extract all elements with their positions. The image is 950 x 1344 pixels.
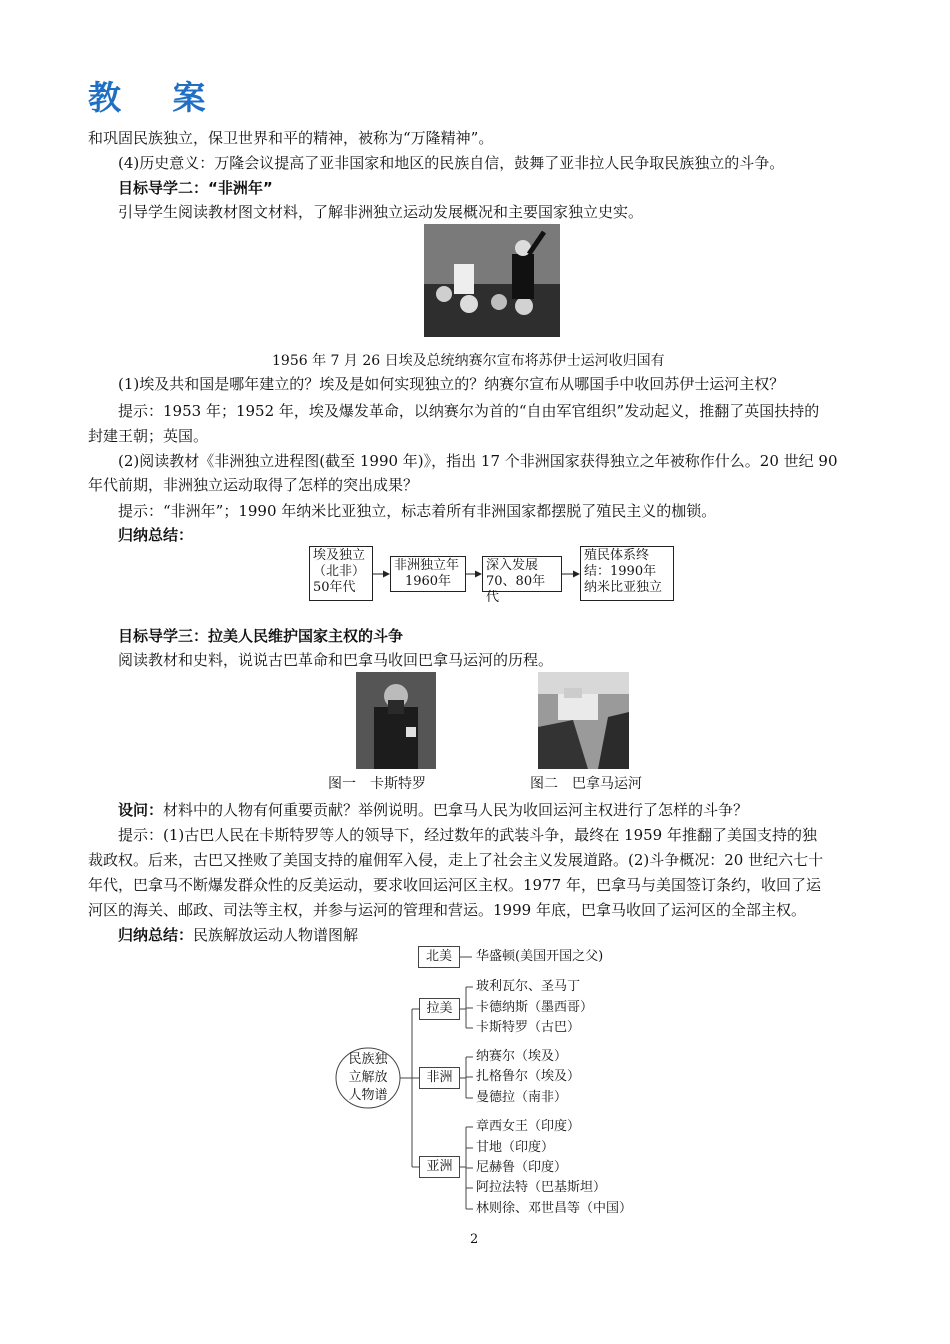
- text-line: 年代前期，非洲独立运动取得了怎样的突出成果？: [88, 476, 419, 494]
- page-header-title: 教 案: [88, 78, 226, 117]
- tree-item: 卡德纳斯（墨西哥）: [476, 1000, 594, 1015]
- photo-caption-castro: 图一 卡斯特罗: [328, 776, 426, 792]
- tree-root: 民族独 立解放 人物谱: [348, 1052, 388, 1103]
- photo-caption-canal: 图二 巴拿马运河: [530, 776, 642, 792]
- tree-item: 卡斯特罗（古巴）: [476, 1020, 581, 1035]
- text-line: 封建王朝；英国。: [88, 427, 209, 445]
- text-line: (1)埃及共和国是哪年建立的？埃及是如何实现独立的？纳赛尔宣布从哪国手中收回苏伊士运河主权？: [118, 375, 785, 393]
- tree-item: 曼德拉（南非）: [476, 1090, 568, 1105]
- page-number: 2: [470, 1232, 479, 1247]
- text-line: 和巩固民族独立，保卫世界和平的精神，被称为“万隆精神”。: [88, 129, 494, 147]
- section-heading: 目标导学二：“非洲年”: [118, 179, 273, 197]
- tree-item: 扎格鲁尔（埃及）: [476, 1069, 581, 1084]
- text-line: 年代，巴拿马不断爆发群众性的反美运动，要求收回运河区主权。1977 年，巴拿马与美国签订条约，收回了运: [88, 876, 821, 894]
- tree-node-asia: 亚洲: [419, 1156, 460, 1178]
- tree-item: 甘地（印度）: [476, 1140, 555, 1155]
- text-line: 归纳总结：民族解放运动人物谱图解: [118, 926, 359, 944]
- text-line: 裁政权。后来，古巴又挫败了美国支持的雇佣军入侵，走上了社会主义发展道路。(2)斗争概况：20 世纪六七十: [88, 851, 824, 869]
- text-line: 引导学生阅读教材图文材料，了解非洲独立运动发展概况和主要国家独立史实。: [118, 203, 644, 221]
- text-line: 设问：材料中的人物有何重要贡献？举例说明。巴拿马人民为收回运河主权进行了怎样的斗争？: [118, 801, 749, 819]
- text-line: 河区的海关、邮政、司法等主权，并参与运河的管理和营运。1999 年底，巴拿马收回了运河区的全部主权。: [88, 901, 806, 919]
- text-line: 阅读教材和史料，说说古巴革命和巴拿马收回巴拿马运河的历程。: [118, 651, 554, 669]
- tree-item: 章西女王（印度）: [476, 1119, 581, 1134]
- summary-label: 归纳总结：: [118, 526, 194, 544]
- tree-node-africa: 非洲: [419, 1067, 460, 1089]
- tree-node-latin-america: 拉美: [419, 998, 460, 1020]
- text-line: 提示：1953 年；1952 年，埃及爆发革命，以纳赛尔为首的“自由军官组织”发动起义，推翻了英国扶持的: [118, 402, 820, 420]
- tree-item: 林则徐、邓世昌等（中国）: [476, 1201, 633, 1216]
- text-line: (2)阅读教材《非洲独立进程图(截至 1990 年)》，指出 17 个非洲国家获得独立之年被称作什么。20 世纪 90: [118, 452, 838, 470]
- tree-item: 纳赛尔（埃及）: [476, 1049, 568, 1064]
- flow-box-africa-year: 非洲独立年 1960年: [390, 556, 466, 592]
- text-line: (4)历史意义：万隆会议提高了亚非国家和地区的民族自信，鼓舞了亚非拉人民争取民族独立的斗争。: [118, 154, 785, 172]
- section-heading: 目标导学三：拉美人民维护国家主权的斗争: [118, 627, 404, 645]
- tree-item: 尼赫鲁（印度）: [476, 1160, 568, 1175]
- tree-item: 玻利瓦尔、圣马丁: [476, 979, 581, 994]
- flow-box-end-colonialism: 殖民体系终 结：1990年 纳米比亚独立: [580, 546, 674, 601]
- text-line: 提示：(1)古巴人民在卡斯特罗等人的领导下，经过数年的武装斗争，最终在 1959 年推翻了美国支持的独: [118, 826, 817, 844]
- text-line: 提示：“非洲年”；1990 年纳米比亚独立，标志着所有非洲国家都摆脱了殖民主义的枷锁。: [118, 502, 717, 520]
- photo-caption: 1956 年 7 月 26 日埃及总统纳赛尔宣布将苏伊士运河收归国有: [272, 353, 665, 369]
- flow-box-development: 深入发展 70、80年代: [482, 556, 562, 592]
- tree-node-north-america: 北美: [418, 946, 460, 968]
- flow-box-egypt: 埃及独立 （北非） 50年代: [309, 546, 373, 601]
- tree-item: 华盛顿(美国开国之父): [476, 949, 604, 964]
- tree-item: 阿拉法特（巴基斯坦）: [476, 1180, 607, 1195]
